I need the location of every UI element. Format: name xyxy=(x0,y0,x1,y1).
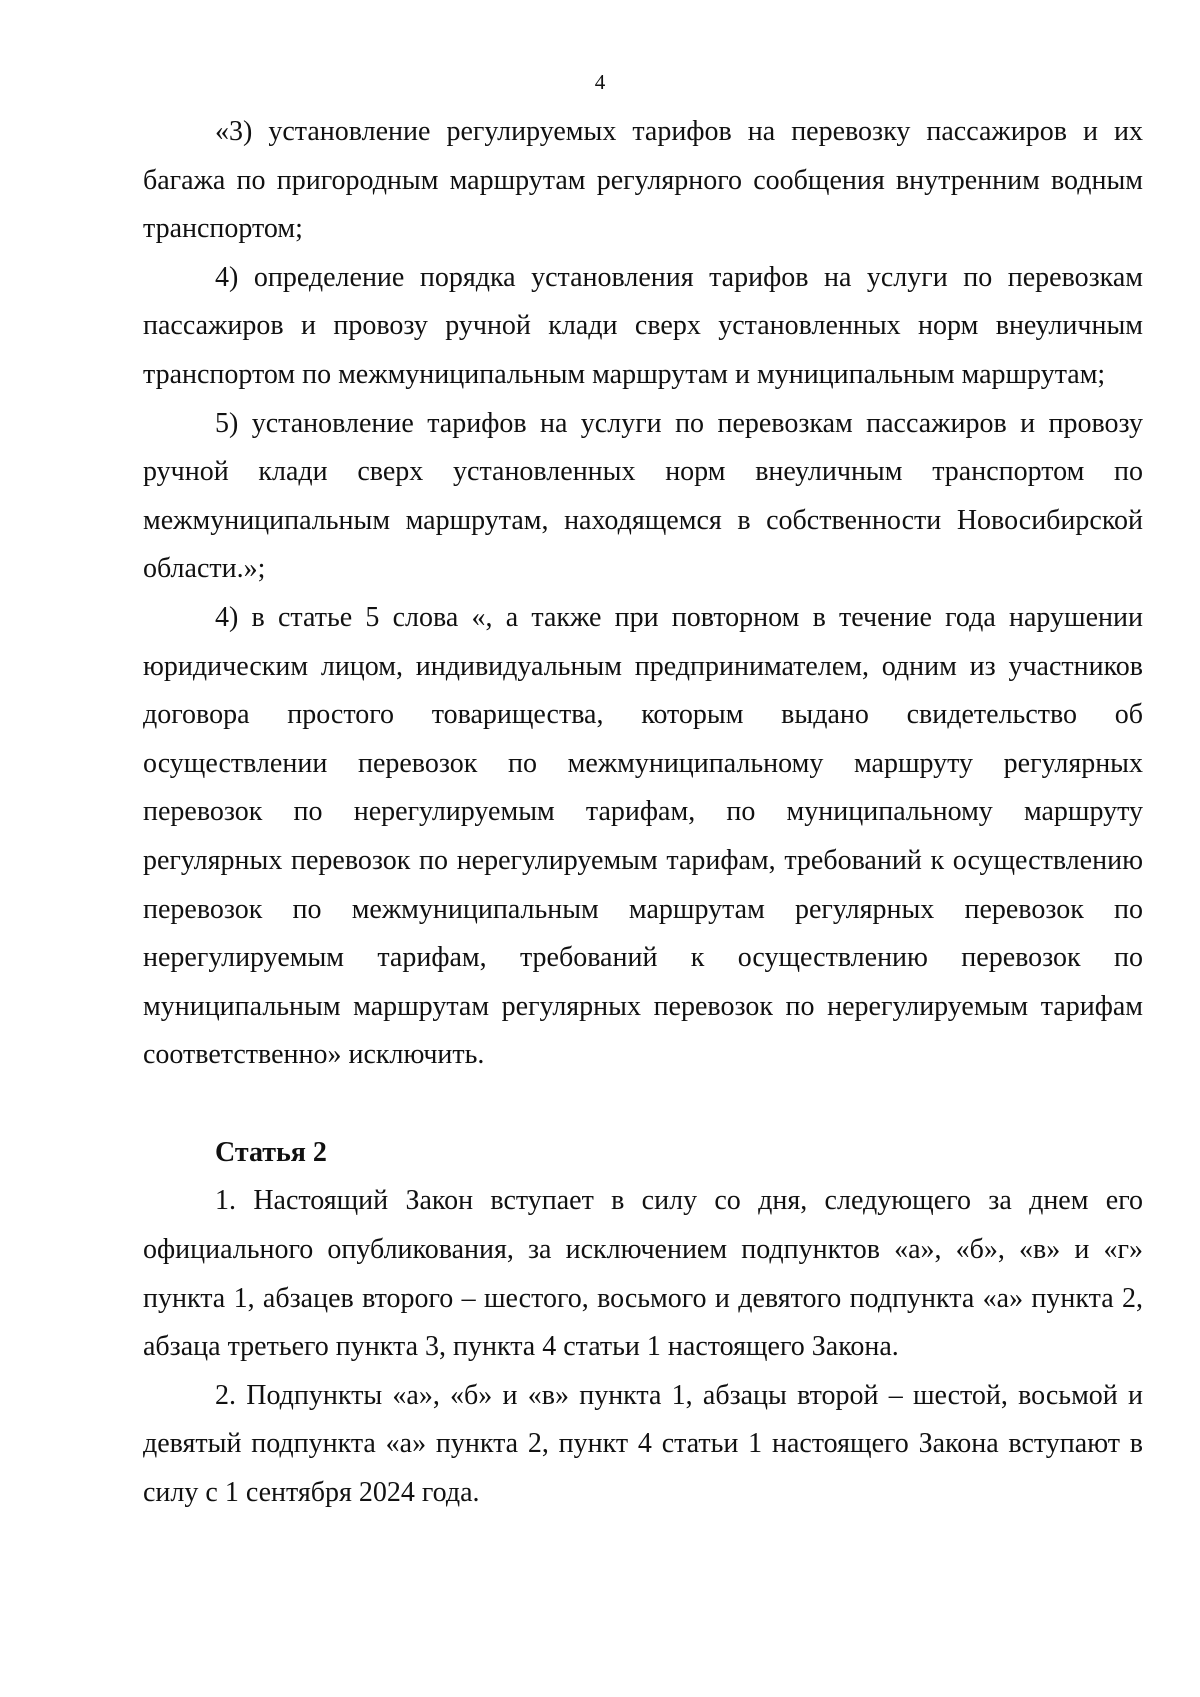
document-body xyxy=(143,108,1143,1518)
page-number: 4 xyxy=(594,70,606,94)
amendment-item-4: 4) определение порядка установления тарифов на услуги по перевозкам пассажиров и провозу ручной клади сверх установленных норм внеуличным транспортом по межмуниципальным маршрутам и муниципальным маршрутам; xyxy=(143,261,1143,390)
amendment-point-4-article-5: 4) в статье 5 слова «, а также при повторном в течение года нарушении юридическим лицом, индивидуальным предпринимателем, одним из участников договора простого товарищества, которым выдано свидетельство об осуществлении перевозок по межмуниципальному маршруту регулярных перевозок по нерегулируемым тарифам, по муниципальному маршруту регулярных перевозок по нерегулируемым тарифам, требований к осуществлению перевозок по межмуниципальным маршрутам регулярных перевозок по нерегулируемым тарифам, требований к осуществлению перевозок по муниципальным маршрутам регулярных перевозок по нерегулируемым тарифам соответственно» исключить. xyxy=(143,601,1143,1071)
article-2-heading: Статья 2 xyxy=(215,1136,327,1168)
article-2-paragraph-1: 1. Настоящий Закон вступает в силу со дня, следующего за днем его официального опубликования, за исключением подпунктов «а», «б», «в» и «г» пункта 1, абзацев второго – шестого, восьмого и девятого подпункта «а» пункта 2, абзаца третьего пункта 3, пункта 4 статьи 1 настоящего Закона. xyxy=(143,1185,1143,1363)
amendment-item-3: «3) установление регулируемых тарифов на перевозку пассажиров и их багажа по пригородным маршрутам регулярного сообщения внутренним водным транспортом; xyxy=(143,116,1143,245)
article-2-paragraph-2: 2. Подпункты «а», «б» и «в» пункта 1, абзацы второй – шестой, восьмой и девятый подпункта «а» пункта 2, пункт 4 статьи 1 настоящего Закона вступают в силу с 1 сентября 2024 года. xyxy=(143,1379,1143,1509)
amendment-item-5: 5) установление тарифов на услуги по перевозкам пассажиров и провозу ручной клади сверх установленных норм внеуличным транспортом по межмуниципальным маршрутам, находящемся в собственности Новосибирской области.»; xyxy=(143,407,1143,585)
